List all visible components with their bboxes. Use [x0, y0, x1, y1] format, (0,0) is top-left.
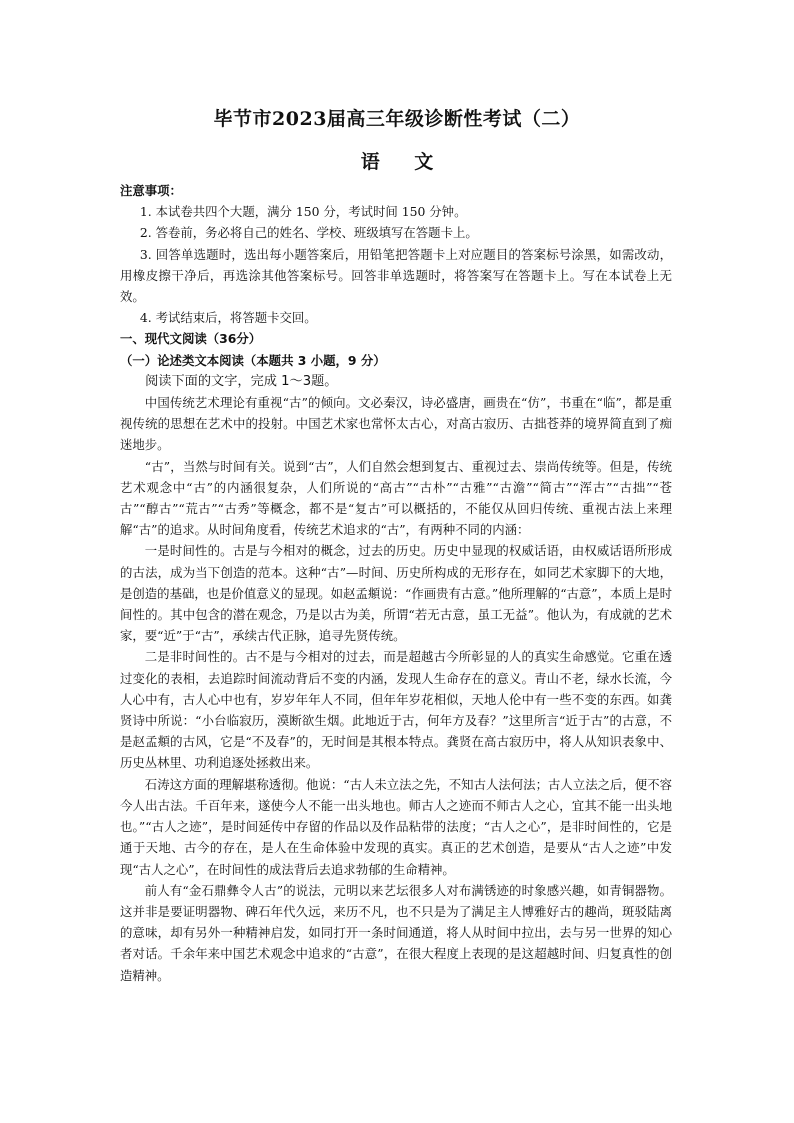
subject-title: 语 文 — [360, 151, 448, 173]
passage-paragraph: 二是非时间性的。古不是与今相对的过去，而是超越古今所彰显的人的真实生命感觉。它重在透过变化的表相，去追踪时间流动背后不变的内涵，发现人生命存在的意义。青山不老，绿水长流，今人心中有，古人心中也有，岁岁年年人不同，但年年岁花相似，天地人伦中有一些不变的东西。如龚贤诗中所说：“小台临寂历，漠断欲生烟。此地近于古，何年方及春？”这里所言“近于古”的古意，不是赵孟頫的古风，它是“不及春”的，无时间是其根本特点。龚贤在高古寂历中，将人从知识表象中、历史丛林里、功利追逐处拯救出来。 — [120, 649, 672, 771]
exam-title: 毕节市2023届高三年级诊断性考试（二） — [213, 108, 581, 130]
exam-body — [120, 180, 672, 986]
passage-paragraph: 前人有“金石鼎彝令人古”的说法，元明以来艺坛很多人对布满锈迹的时象感兴趣，如青铜器物。这并非是要证明器物、碑石年代久远，来历不凡，也不只是为了满足主人博雅好古的趣尚，斑驳陆离的意味，却有另外一种精神启发，如同打开一条时间通道，将人从时间中拉出，去与另一世界的知心者对话。千余年来中国艺术观念中追求的“古意”，在很大程度上表现的是这超越时间、归复真性的创造精神。 — [120, 882, 672, 983]
passage-paragraph: 中国传统艺术理论有重视“古”的倾向。文必秦汉，诗必盛唐，画贵在“仿”，书重在“临”，都是重视传统的思想在艺术中的投射。中国艺术家也常怀太古心，对高古寂历、古拙苍莽的境界简直到了痴迷地步。 — [120, 395, 672, 453]
notice-item: 4. 考试结束后，将答题卡交回。 — [139, 310, 317, 326]
section-subheading: （一）论述类文本阅读（本题共 3 小题，9 分） — [120, 352, 386, 368]
passage-paragraph: 石涛这方面的理解堪称透彻。他说：“古人未立法之先，不知古人法何法；古人立法之后，便不容今人出古法。千百年来，遂使今人不能一出头地也。师古人之迹而不师古人之心，宜其不能一出头地也。”“古人之迹”，是时间延传中存留的作品以及作品粘带的法度；“古人之心”，是非时间性的，它是通于天地、古今的存在，是人在生命体验中发现的真实。真正的艺术创造，是要从“古人之迹”中发现“古人之心”，在时间性的成法背后去追求勃郁的生命精神。 — [120, 776, 672, 877]
passage-paragraph: 一是时间性的。古是与今相对的概念，过去的历史。历史中显现的权威话语，由权威话语所形成的古法，成为当下创造的范本。这种“古”—时间、历史所构成的无形存在，如同艺术家脚下的大地，是创造的基础，也是价值意义的显现。如赵孟頫说：“作画贵有古意。”他所理解的“古意”，本质上是时间性的。其中包含的潜在观念，乃是以古为美，所谓“若无古意，虽工无益”。他认为，有成就的艺术家，要“近”于“古”，承续古代正脉，追寻先贤传统。 — [120, 543, 672, 644]
notice-item: 2. 答卷前，务必将自己的姓名、学校、班级填写在答题卡上。 — [139, 225, 478, 241]
notice-item: 1. 本试卷共四个大题，满分 150 分，考试时间 150 分钟。 — [139, 204, 467, 220]
passage-paragraph: “古”，当然与时间有关。说到“古”，人们自然会想到复古、重视过去、崇尚传统等。但是，传统艺术观念中“古”的内涵很复杂，人们所说的“高古”“古朴”“古雅”“古澹”“简古”“浑古”“古拙”“苍古”“醇古”“荒古”“古秀”等概念，都不是“复古”可以概括的，不能仅从回归传统、重视古法上来理解“古”的追求。从时间角度看，传统艺术追求的“古”，有两种不同的内涵： — [120, 458, 672, 538]
notice-item: 3. 回答单选题时，选出每小题答案后，用铅笔把答题卡上对应题目的答案标号涂黑，如需改动，用橡皮擦干净后，再选涂其他答案标号。回答非单选题时，将答案写在答题卡上。写在本试卷上无效。 — [120, 246, 672, 305]
notice-heading: 注意事项： — [120, 183, 182, 198]
section-heading: 一、现代文阅读（36分） — [120, 331, 262, 347]
reading-instruction: 阅读下面的文字，完成 1～3题。 — [145, 373, 338, 389]
